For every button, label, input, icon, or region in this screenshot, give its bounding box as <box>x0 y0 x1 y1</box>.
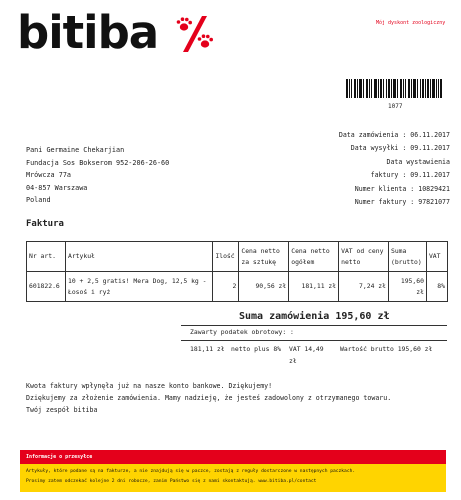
tax-gross: Wartość brutto 195,60 zł <box>340 345 433 353</box>
items-table <box>26 241 448 302</box>
order-total: Suma zamówienia 195,60 zł <box>239 311 390 322</box>
cell-unit-net: 90,56 zł <box>239 272 289 302</box>
tagline: Mój dyskont zoologiczny <box>376 20 446 26</box>
logo-text: bitiba <box>17 6 159 59</box>
message-line: Twój zespół bitiba <box>26 406 98 414</box>
col-qty: Ilość <box>213 242 239 272</box>
cell-vat: 7,24 zł <box>339 272 389 302</box>
customer-number: Numer klienta : 10829421 <box>354 184 450 193</box>
tax-net-plus: netto plus 8% <box>231 345 282 353</box>
cell-article: 10 + 2,5 gratis! Mera Dog, 12,5 kg - Łosoś i ryż <box>65 272 212 302</box>
thank-you-message <box>26 380 391 416</box>
address-city: 04-857 Warszawa <box>26 183 88 192</box>
address-street: Mrówcza 77a <box>26 171 72 179</box>
col-article: Artykuł <box>65 242 212 272</box>
order-date: Data zamówienia : 06.11.2017 <box>338 131 450 139</box>
col-total-net: Cena netto ogółem <box>289 242 339 272</box>
col-vat-rate: VAT <box>426 242 447 272</box>
info-body <box>20 464 446 492</box>
address-country: Poland <box>26 196 51 204</box>
customer-address <box>26 144 169 207</box>
col-sum-gross: Suma (brutto) <box>388 242 426 272</box>
invoice-number: Numer faktury : 97821077 <box>354 198 450 207</box>
col-art-no: Nr art. <box>27 242 66 272</box>
col-unit-net: Cena netto za sztukę <box>239 242 289 272</box>
ship-date: Data wysyłki : 09.11.2017 <box>350 144 450 153</box>
invoice-meta <box>300 129 450 209</box>
shipping-info-box <box>20 450 446 492</box>
cell-qty: 2 <box>213 272 239 302</box>
address-company: Fundacja Sos Bokserom 952-206-26-60 <box>26 158 170 167</box>
barcode-number: 1077 <box>388 103 403 110</box>
invoice-date: faktury : 09.11.2017 <box>370 171 450 180</box>
table-header-row <box>27 242 448 272</box>
barcode <box>346 79 442 98</box>
divider <box>181 340 447 341</box>
cell-total-net: 181,11 zł <box>289 272 339 302</box>
info-heading: Informacje o przesyłce <box>20 450 446 464</box>
info-line: Prosimy zatem odczekać kolejne 2 dni robocze, zanim Państwo się z nami skontaktują. www.bitiba.pl/contact <box>26 479 317 484</box>
tax-label: Zawarty podatek obrotowy: : <box>190 328 294 336</box>
cell-art-no: 601822.6 <box>27 272 66 302</box>
tax-vat-amount: VAT 14,49 zł <box>289 345 324 365</box>
message-line: Dziękujemy za złożenie zamówienia. Mamy nadzieję, że jesteś zadowolony z otrzymanego towaru. <box>26 394 392 402</box>
col-vat: VAT od ceny netto <box>339 242 389 272</box>
cell-vat-rate: 8% <box>426 272 447 302</box>
divider <box>181 325 447 326</box>
address-name: Pani Germaine Chekarjian <box>26 146 125 154</box>
table-row <box>27 272 448 302</box>
message-line: Kwota faktury wpłynęła już na nasze konto bankowe. Dziękujemy! <box>26 382 273 390</box>
info-line: Artykuły, które podane są na fakturze, a nie znajdują się w paczce, zostają z reguły dostarczone w następnych paczkach. <box>26 469 356 474</box>
invoice-title: Faktura <box>26 219 64 229</box>
issue-date-label: Data wystawienia <box>386 157 450 166</box>
cell-sum-gross: 195,60 zł <box>388 272 426 302</box>
tax-net: 181,11 zł <box>190 345 225 353</box>
paw-percent-icon <box>172 14 222 54</box>
bitiba-logo <box>17 7 158 59</box>
